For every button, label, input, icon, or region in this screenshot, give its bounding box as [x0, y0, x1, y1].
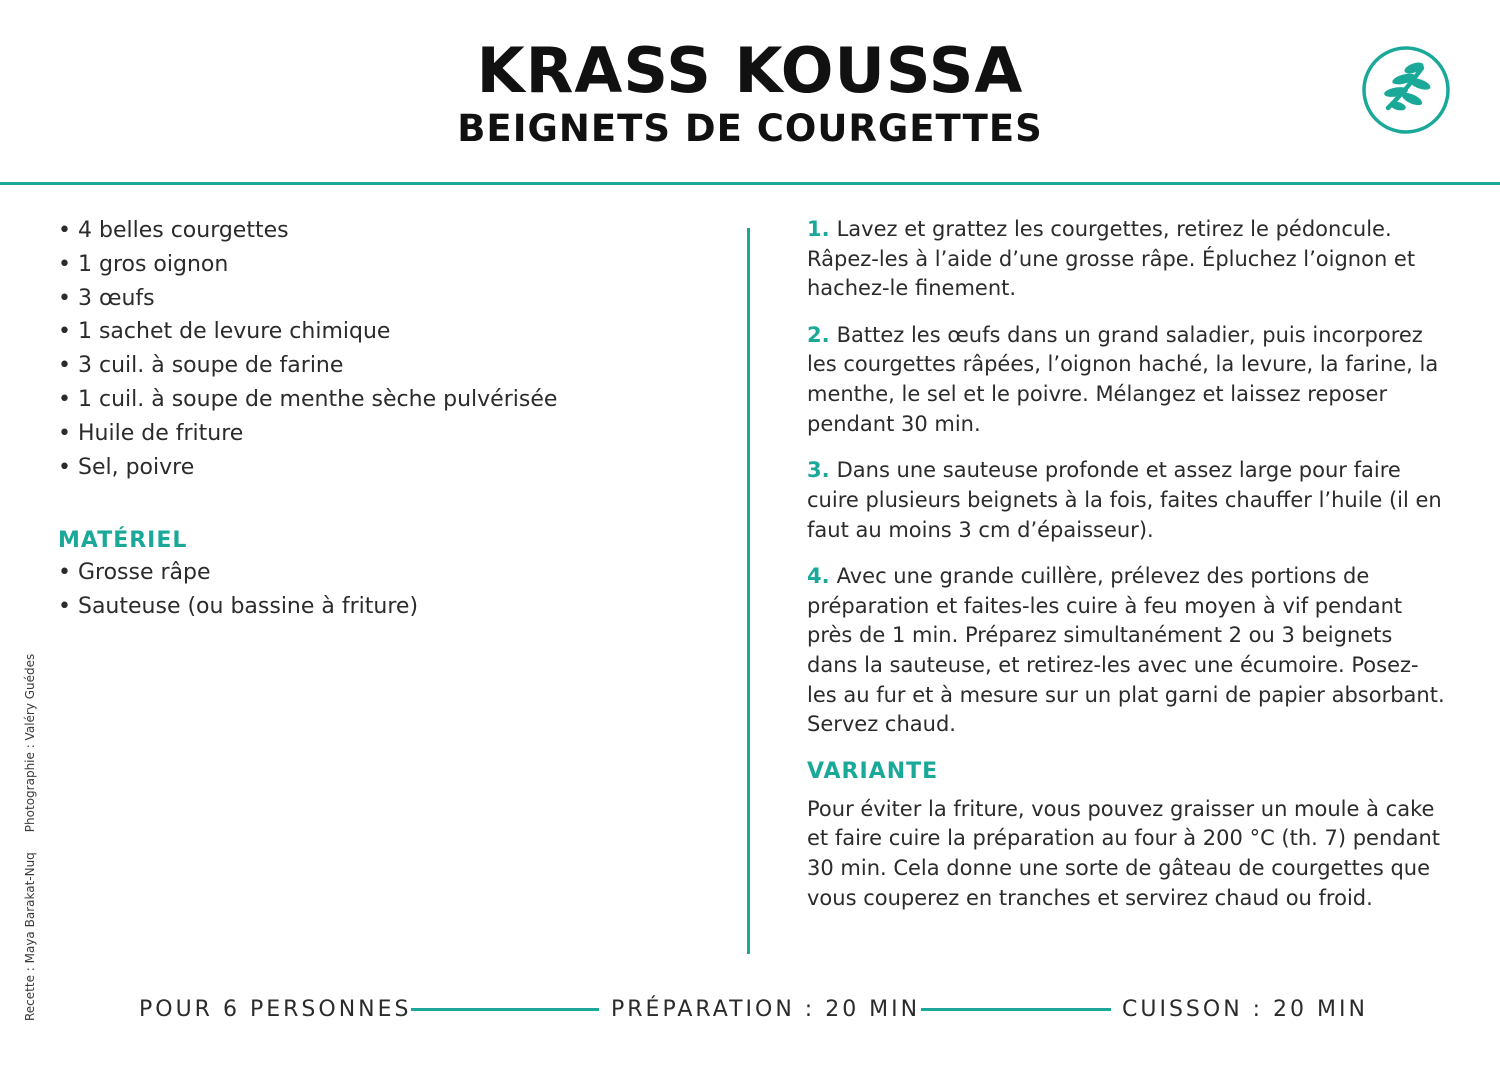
step-text: Avec une grande cuillère, prélevez des portions de préparation et faites-les cuire à feu moyen à vif pendant près de 1 min. Préparez simultanément 2 ou 3 beignets dans la sauteuse, et retirez-les avec une écumoire. Posez-les au fur et à mesure sur un plat garni de papier absorbant. Servez chaud. [807, 563, 1445, 737]
step-number: 4. [807, 563, 830, 588]
ingredient-item: • 3 cuil. à soupe de farine [58, 349, 718, 383]
ingredient-item: • 1 cuil. à soupe de menthe sèche pulvérisée [58, 383, 718, 417]
recipe-credit: Recette : Maya Barakat-Nuq [23, 852, 37, 1021]
step-text: Battez les œufs dans un grand saladier, puis incorporez les courgettes râpées, l’oignon haché, la levure, la farine, la menthe, le sel et le poivre. Mélangez et laissez reposer pendant 30 min. [807, 322, 1439, 436]
column-divider [747, 228, 750, 954]
prep-time: PRÉPARATION : 20 MIN [611, 997, 921, 1022]
step [807, 215, 1447, 304]
step-number: 3. [807, 458, 830, 483]
header-divider [0, 182, 1500, 185]
step [807, 562, 1447, 740]
ingredients-list [58, 214, 718, 484]
page-subtitle: BEIGNETS DE COURGETTES [457, 107, 1043, 150]
ingredient-item: • Huile de friture [58, 417, 718, 451]
variante-heading: VARIANTE [807, 758, 939, 784]
materiel-item: • Grosse râpe [58, 556, 718, 590]
ingredient-item: • 1 gros oignon [58, 248, 718, 282]
step-number: 2. [807, 322, 830, 347]
ingredient-item: • 3 œufs [58, 282, 718, 316]
ingredient-item: • 1 sachet de levure chimique [58, 315, 718, 349]
page-title: KRASS KOUSSA [476, 34, 1024, 107]
footer-divider-line [921, 1008, 1111, 1011]
footer-bar [0, 992, 1500, 1028]
ingredient-item: • 4 belles courgettes [58, 214, 718, 248]
ingredients-column [58, 214, 718, 624]
footer-divider-line [411, 1008, 599, 1011]
steps-column [807, 215, 1447, 913]
materiel-list [58, 556, 718, 624]
materiel-heading: MATÉRIEL [58, 528, 188, 554]
cook-time: CUISSON : 20 MIN [1122, 997, 1368, 1022]
credits [20, 591, 40, 1021]
variante-text: Pour éviter la friture, vous pouvez graisser un moule à cake et faire cuire la préparation au four à 200 °C (th. 7) pendant 30 min. Cela donne une sorte de gâteau de courgettes que vous couperez en tranches et servirez chaud ou froid. [807, 796, 1441, 910]
step-text: Dans une sauteuse profonde et assez large pour faire cuire plusieurs beignets à la fois, faites chauffer l’huile (il en faut au moins 3 cm d’épaisseur). [807, 458, 1442, 542]
step-text: Lavez et grattez les courgettes, retirez le pédoncule. Râpez-les à l’aide d’une grosse râpe. Épluchez l’oignon et hachez-le finement. [807, 217, 1416, 301]
step-number: 1. [807, 217, 830, 241]
photo-credit: Photographie : Valéry Guédes [23, 653, 37, 833]
leaf-branch-icon [1362, 46, 1450, 134]
servings: POUR 6 PERSONNES [139, 997, 412, 1022]
materiel-item: • Sauteuse (ou bassine à friture) [58, 590, 718, 624]
ingredient-item: • Sel, poivre [58, 451, 718, 485]
step [807, 456, 1447, 545]
step [807, 321, 1447, 440]
